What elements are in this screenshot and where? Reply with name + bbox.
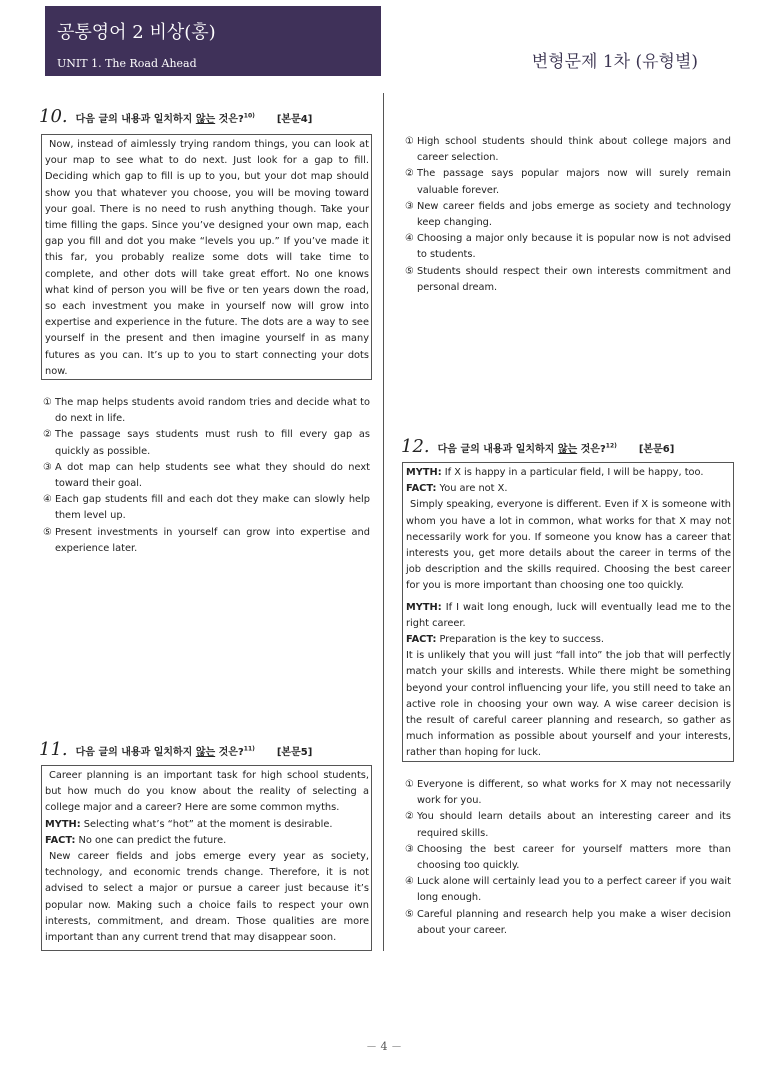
q10-prompt-end: 것은? <box>215 114 244 125</box>
q12-passage-box <box>402 462 734 762</box>
q10-number: 10. <box>39 106 68 127</box>
q12-option-3[interactable]: ③ Choosing the best career for yourself matters more than choosing too quickly. <box>405 843 731 872</box>
q11-option-2[interactable]: ② The passage says popular majors now will surely remain valuable forever. <box>405 168 731 196</box>
q12-fact-1: FACT: You are not X. <box>406 483 508 495</box>
q11-prompt: 다음 글의 내용과 일치하지 <box>75 747 196 758</box>
q12-footnote: 12) <box>605 442 617 450</box>
q10-option-2[interactable]: ② The passage says students must rush to fill every gap as quickly as possible. <box>43 429 370 457</box>
q10-source: [본문4] <box>276 114 313 125</box>
q12-prompt-end: 것은? <box>577 444 606 455</box>
q11-number: 11. <box>39 739 68 760</box>
q12-body-2: It is unlikely that you will just “fall into” the job that will perfectly match your skills and interests. While there might be something beyond your control influencing your life, you still need to take an active role in choosing your own way. A wise career decision is the result of careful career planning and research, so gather as much information as possible about yourself and your interests, rather than hoping for luck. <box>406 650 731 759</box>
q10-passage: Now, instead of aimlessly trying random things, you can look at your map to see what to do next. Just look for a gap to fill. Deciding which gap to fill is up to you, but your dot map should show you that whatever you choose, you will be moving toward your goal. There is no need to rush anything though. Take your time filling the gaps. Since you’ve designed your own map, each gap you fill and dot you make “levels you up.” If you’ve made it this far, you probably realize some dots will take time to complete, and other dots will take great effort. No one knows what kind of person you will be five or ten years down the road, so each investment you make in yourself now will grow into expertise and experience in the future. The dots are a way to see yourself in the present and then imagine yourself in as many futures as you can. It’s up to you to start connecting your dots now. <box>45 139 369 377</box>
q10-option-3[interactable]: ③ A dot map can help students see what they should do next toward their goal. <box>43 461 370 490</box>
q10-option-5[interactable]: ⑤ Present investments in yourself can grow into expertise and experience later. <box>43 526 370 554</box>
q11-heading <box>39 739 312 760</box>
q11-option-3[interactable]: ③ New career fields and jobs emerge as society and technology keep changing. <box>405 200 731 229</box>
q12-fact-2: FACT: Preparation is the key to success. <box>406 634 605 646</box>
q10-footnote: 10) <box>243 112 255 120</box>
q11-footnote: 11) <box>243 745 255 753</box>
q12-option-5[interactable]: ⑤ Careful planning and research help you make a wiser decision about your career. <box>405 908 731 936</box>
q11-body: New career fields and jobs emerge every year as society, technology, and economic trends change. Therefore, it is not advised to select a major or pursue a career just because it’s popular now. Making such a choice fails to respect your own interests, commitment, and dream. Those qualities are more important than any current trend that may disappear soon. <box>45 851 369 944</box>
worksheet-title: 변형문제 1차 (유형별) <box>531 52 698 72</box>
q10-options <box>43 395 370 557</box>
q11-source: [본문5] <box>276 747 313 758</box>
q12-option-1[interactable]: ① Everyone is different, so what works for X may not necessarily work for you. <box>405 779 731 807</box>
q11-fact: FACT: No one can predict the future. <box>45 834 227 846</box>
q11-options <box>405 134 731 296</box>
q12-body-1: Simply speaking, everyone is different. Even if X is someone with whom you have a lot in common, what works for that X may not necessarily work for you. If someone you know has a career that interests you, get more details about the career in terms of the job description and the skills required. Choosing the best career for you is more important than choosing one too quickly. <box>406 499 731 592</box>
textbook-title: 공통영어 2 비상(홍) <box>57 22 216 43</box>
q11-option-1[interactable]: ① High school students should think about college majors and career selection. <box>405 136 731 164</box>
q10-prompt: 다음 글의 내용과 일치하지 <box>75 114 196 125</box>
unit-title: UNIT 1. The Road Ahead <box>57 57 197 70</box>
q11-prompt-end: 것은? <box>215 747 244 758</box>
q12-option-2[interactable]: ② You should learn details about an interesting career and its required skills. <box>405 811 731 839</box>
q11-prompt-underlined: 않는 <box>195 747 216 758</box>
q10-heading <box>39 106 312 127</box>
column-divider <box>383 93 384 951</box>
q12-options <box>405 777 731 939</box>
q12-prompt: 다음 글의 내용과 일치하지 <box>437 444 558 455</box>
q12-option-4[interactable]: ④ Luck alone will certainly lead you to a perfect career if you wait long enough. <box>405 876 731 904</box>
q12-prompt-underlined: 않는 <box>557 444 578 455</box>
q12-myth-2: MYTH: If I wait long enough, luck will eventually lead me to the right career. <box>406 601 731 629</box>
q11-option-5[interactable]: ⑤ Students should respect their own interests commitment and personal dream. <box>405 265 731 293</box>
q12-heading <box>401 436 674 457</box>
q12-myth-1: MYTH: If X is happy in a particular field, I will be happy, too. <box>406 467 704 478</box>
q11-intro: Career planning is an important task for high school students, but how much do you know about the reality of selecting a college major and a career? Here are some common myths. <box>45 770 369 814</box>
q11-option-4[interactable]: ④ Choosing a major only because it is popular now is not advised to students. <box>405 233 731 261</box>
q11-passage-box <box>41 765 372 951</box>
q12-number: 12. <box>401 436 430 457</box>
page-number: － 4 － <box>366 1040 402 1053</box>
q10-passage-box <box>41 134 372 380</box>
q10-prompt-underlined: 않는 <box>195 114 216 125</box>
q12-source: [본문6] <box>638 444 675 455</box>
header-title-box <box>45 6 381 76</box>
q11-myth: MYTH: Selecting what’s “hot” at the moment is desirable. <box>45 818 333 830</box>
q10-option-1[interactable]: ① The map helps students avoid random tries and decide what to do next in life. <box>43 397 370 425</box>
q10-option-4[interactable]: ④ Each gap students fill and each dot they make can slowly help them level up. <box>43 494 370 522</box>
